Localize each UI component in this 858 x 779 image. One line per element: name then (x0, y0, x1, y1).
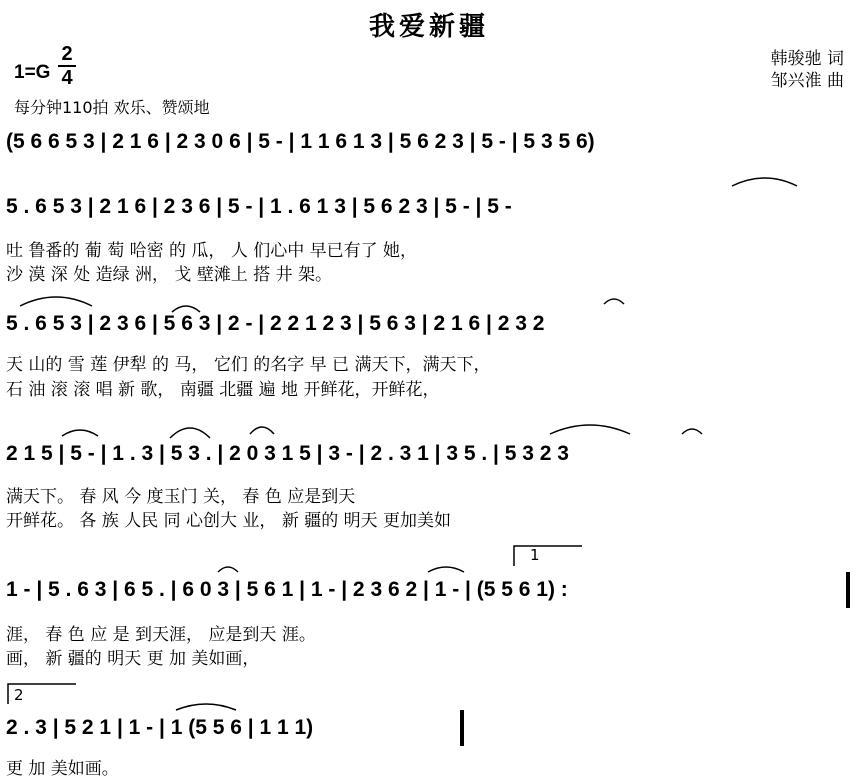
tie-system-5-a (218, 567, 238, 572)
system-2-lyric-2: 沙 漠 深 处 造绿 洲， 戈 壁滩上 搭 井 架。 (6, 265, 333, 285)
tie-system-3-a (20, 297, 92, 306)
time-sig-top: 2 (61, 43, 73, 65)
system-6-lyric-1: 更 加 美如画。 (6, 759, 119, 779)
song-title: 我爱新疆 (368, 12, 489, 42)
volta-1-bracket (514, 546, 582, 566)
time-sig-bottom: 4 (61, 67, 73, 89)
composer-credit: 邹兴淮 曲 (770, 71, 844, 91)
tie-system-6 (176, 704, 236, 710)
volta-1-label: 1 (530, 546, 540, 564)
system-3-lyric-2: 石 油 滚 滚 唱 新 歌， 南疆 北疆 遍 地 开鲜花，开鲜花， (6, 380, 440, 400)
system-1-notes: (5 6 6 5 3 | 2 1 6 | 2 3 0 6 | 5 - | 1 1 6 1 3 | 5 6 2 3 | 5 - | 5 3 5 6) (6, 130, 595, 153)
system-4-lyric-1: 满天下。 春 风 今 度玉门 关， 春 色 应是到天 (6, 487, 356, 507)
tie-system-2 (732, 178, 797, 186)
volta-2-bracket (8, 684, 76, 704)
tie-system-4-a (62, 430, 98, 436)
tie-system-3-c (604, 299, 624, 304)
tempo-marking: 每分钟110拍 欢乐、赞颂地 (14, 98, 210, 117)
system-4-notes: 2 1 5 | 5 - | 1 . 3 | 5 3 . | 2 0 3 1 5 | 3 - | 2 . 3 1 | 3 5 . | 5 3 2 3 (6, 442, 569, 465)
tie-system-3-b (172, 306, 200, 312)
tie-system-4-e (682, 429, 702, 434)
tie-system-5-b (428, 567, 464, 572)
system-5-lyric-1: 涯， 春 色 应 是 到天涯， 应是到天 涯。 (6, 625, 316, 645)
system-5-lyric-2: 画， 新 疆的 明天 更 加 美如画， (6, 649, 260, 669)
system-5-notes: 1 - | 5 . 6 3 | 6 5 . | 6 0 3 | 5 6 1 | 1 - | 2 3 6 2 | 1 - | (5 5 6 1) : (6, 578, 568, 601)
lyricist-credit: 韩骏驰 词 (770, 49, 844, 69)
system-3-lyric-1: 天 山的 雪 莲 伊犁 的 马， 它们 的名字 早 已 满天下，满天下， (6, 355, 491, 375)
system-4-lyric-2: 开鲜花。 各 族 人民 同 心创大 业， 新 疆的 明天 更加美如 (6, 511, 452, 531)
system-3-notes: 5 . 6 5 3 | 2 3 6 | 5 6 3 | 2 - | 2 2 1 2 3 | 5 6 3 | 2 1 6 | 2 3 2 (6, 312, 545, 335)
tie-system-4-d (550, 425, 630, 434)
system-2-lyric-1: 吐 鲁番的 葡 萄 哈密 的 瓜， 人 们心中 早已有了 她， (6, 241, 418, 261)
volta-2-label: 2 (14, 686, 24, 704)
system-2-notes: 5 . 6 5 3 | 2 1 6 | 2 3 6 | 5 - | 1 . 6 1 3 | 5 6 2 3 | 5 - | 5 - (6, 195, 512, 218)
system-6-notes: 2 . 3 | 5 2 1 | 1 - | 1 (5 5 6 | 1 1 1) (6, 716, 314, 739)
tie-system-4-b (170, 428, 210, 438)
key-signature: 1=G (14, 62, 51, 83)
tie-system-4-c (250, 427, 274, 434)
